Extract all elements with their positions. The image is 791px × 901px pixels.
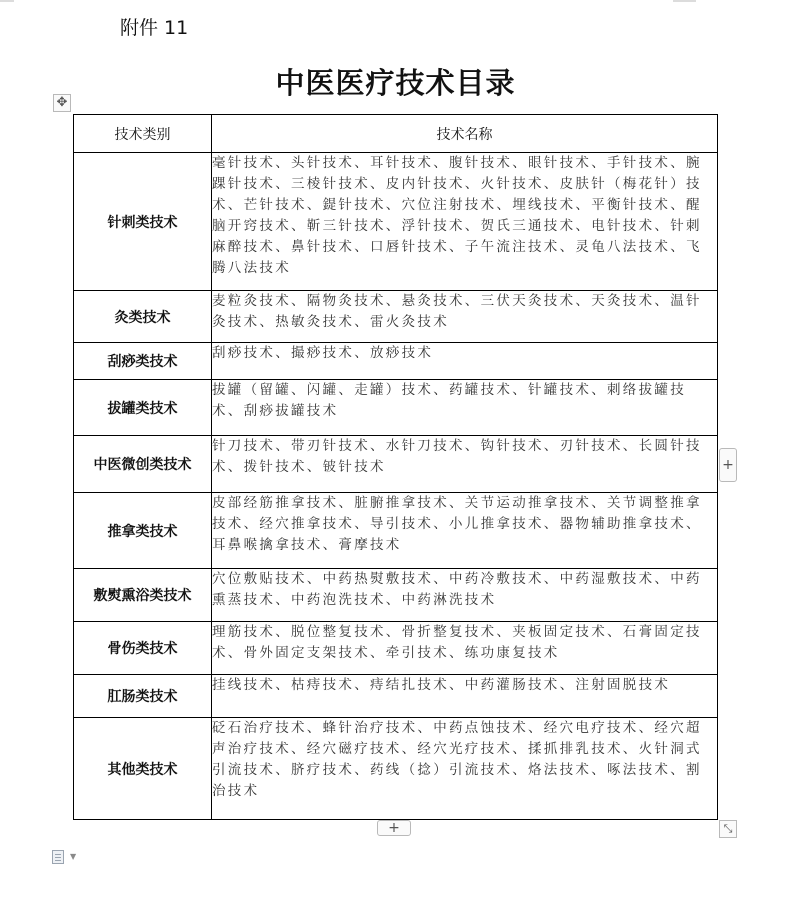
table-row xyxy=(74,718,718,820)
page-top-edge xyxy=(0,0,14,2)
table-row xyxy=(74,153,718,291)
resize-icon: ⤡ xyxy=(723,822,733,835)
table-row xyxy=(74,380,718,436)
table-row xyxy=(74,343,718,380)
table-move-handle[interactable] xyxy=(53,94,71,112)
technique-list-cell: 毫针技术、头针技术、耳针技术、腹针技术、眼针技术、手针技术、腕踝针技术、三棱针技术、皮内针技术、火针技术、皮肤针（梅花针）技术、芒针技术、鍉针技术、穴位注射技术、埋线技术、平衡针技术、醒脑开窍技术、靳三针技术、浮针技术、贺氏三通技术、电针技术、针刺麻醉技术、鼻针技术、口唇针技术、子午流注技术、灵龟八法技术、飞腾八法技术 xyxy=(212,153,718,291)
table-row xyxy=(74,622,718,675)
add-row-button[interactable] xyxy=(377,820,411,836)
technique-list-cell: 拔罐（留罐、闪罐、走罐）技术、药罐技术、针罐技术、刺络拔罐技术、刮痧拔罐技术 xyxy=(212,380,718,436)
plus-icon: + xyxy=(722,457,734,473)
table-row xyxy=(74,436,718,493)
add-column-button[interactable] xyxy=(719,448,737,482)
category-cell: 针刺类技术 xyxy=(74,153,212,291)
category-cell: 拔罐类技术 xyxy=(74,380,212,436)
plus-icon: + xyxy=(388,820,400,836)
table-row xyxy=(74,493,718,569)
table-header-row xyxy=(74,115,718,153)
category-cell: 敷熨熏浴类技术 xyxy=(74,569,212,622)
category-cell: 刮痧类技术 xyxy=(74,343,212,380)
table-row xyxy=(74,569,718,622)
header-category: 技术类别 xyxy=(74,115,212,153)
category-cell: 肛肠类技术 xyxy=(74,675,212,718)
technique-list-cell: 麦粒灸技术、隔物灸技术、悬灸技术、三伏天灸技术、天灸技术、温针灸技术、热敏灸技术、雷火灸技术 xyxy=(212,291,718,343)
technique-list-cell: 针刀技术、带刃针技术、水针刀技术、钩针技术、刃针技术、长圆针技术、拨针技术、铍针技术 xyxy=(212,436,718,493)
move-icon: ✥ xyxy=(56,95,68,110)
page-title: 中医医疗技术目录 xyxy=(275,66,516,100)
tcm-technique-table xyxy=(73,114,718,820)
category-cell: 灸类技术 xyxy=(74,291,212,343)
category-cell: 推拿类技术 xyxy=(74,493,212,569)
technique-list-cell: 理筋技术、脱位整复技术、骨折整复技术、夹板固定技术、石膏固定技术、骨外固定支架技术、牵引技术、练功康复技术 xyxy=(212,622,718,675)
table-row xyxy=(74,291,718,343)
table-resize-handle[interactable] xyxy=(719,820,737,838)
page-top-edge xyxy=(673,0,696,2)
attachment-label: 附件 11 xyxy=(120,17,189,39)
document-icon[interactable] xyxy=(52,850,64,864)
category-cell: 其他类技术 xyxy=(74,718,212,820)
header-name: 技术名称 xyxy=(212,115,718,153)
technique-list-cell: 皮部经筋推拿技术、脏腑推拿技术、关节运动推拿技术、关节调整推拿技术、经穴推拿技术、导引技术、小儿推拿技术、器物辅助推拿技术、耳鼻喉擒拿技术、膏摩技术 xyxy=(212,493,718,569)
table-row xyxy=(74,675,718,718)
technique-list-cell: 挂线技术、枯痔技术、痔结扎技术、中药灌肠技术、注射固脱技术 xyxy=(212,675,718,718)
category-cell: 中医微创类技术 xyxy=(74,436,212,493)
category-cell: 骨伤类技术 xyxy=(74,622,212,675)
technique-list-cell: 砭石治疗技术、蜂针治疗技术、中药点蚀技术、经穴电疗技术、经穴超声治疗技术、经穴磁疗技术、经穴光疗技术、揉抓排乳技术、火针洞式引流技术、脐疗技术、药线（捻）引流技术、烙法技术、啄法技术、割治技术 xyxy=(212,718,718,820)
technique-list-cell: 刮痧技术、撮痧技术、放痧技术 xyxy=(212,343,718,380)
chevron-down-icon[interactable]: ▼ xyxy=(70,852,77,861)
technique-list-cell: 穴位敷贴技术、中药热熨敷技术、中药冷敷技术、中药湿敷技术、中药熏蒸技术、中药泡洗技术、中药淋洗技术 xyxy=(212,569,718,622)
